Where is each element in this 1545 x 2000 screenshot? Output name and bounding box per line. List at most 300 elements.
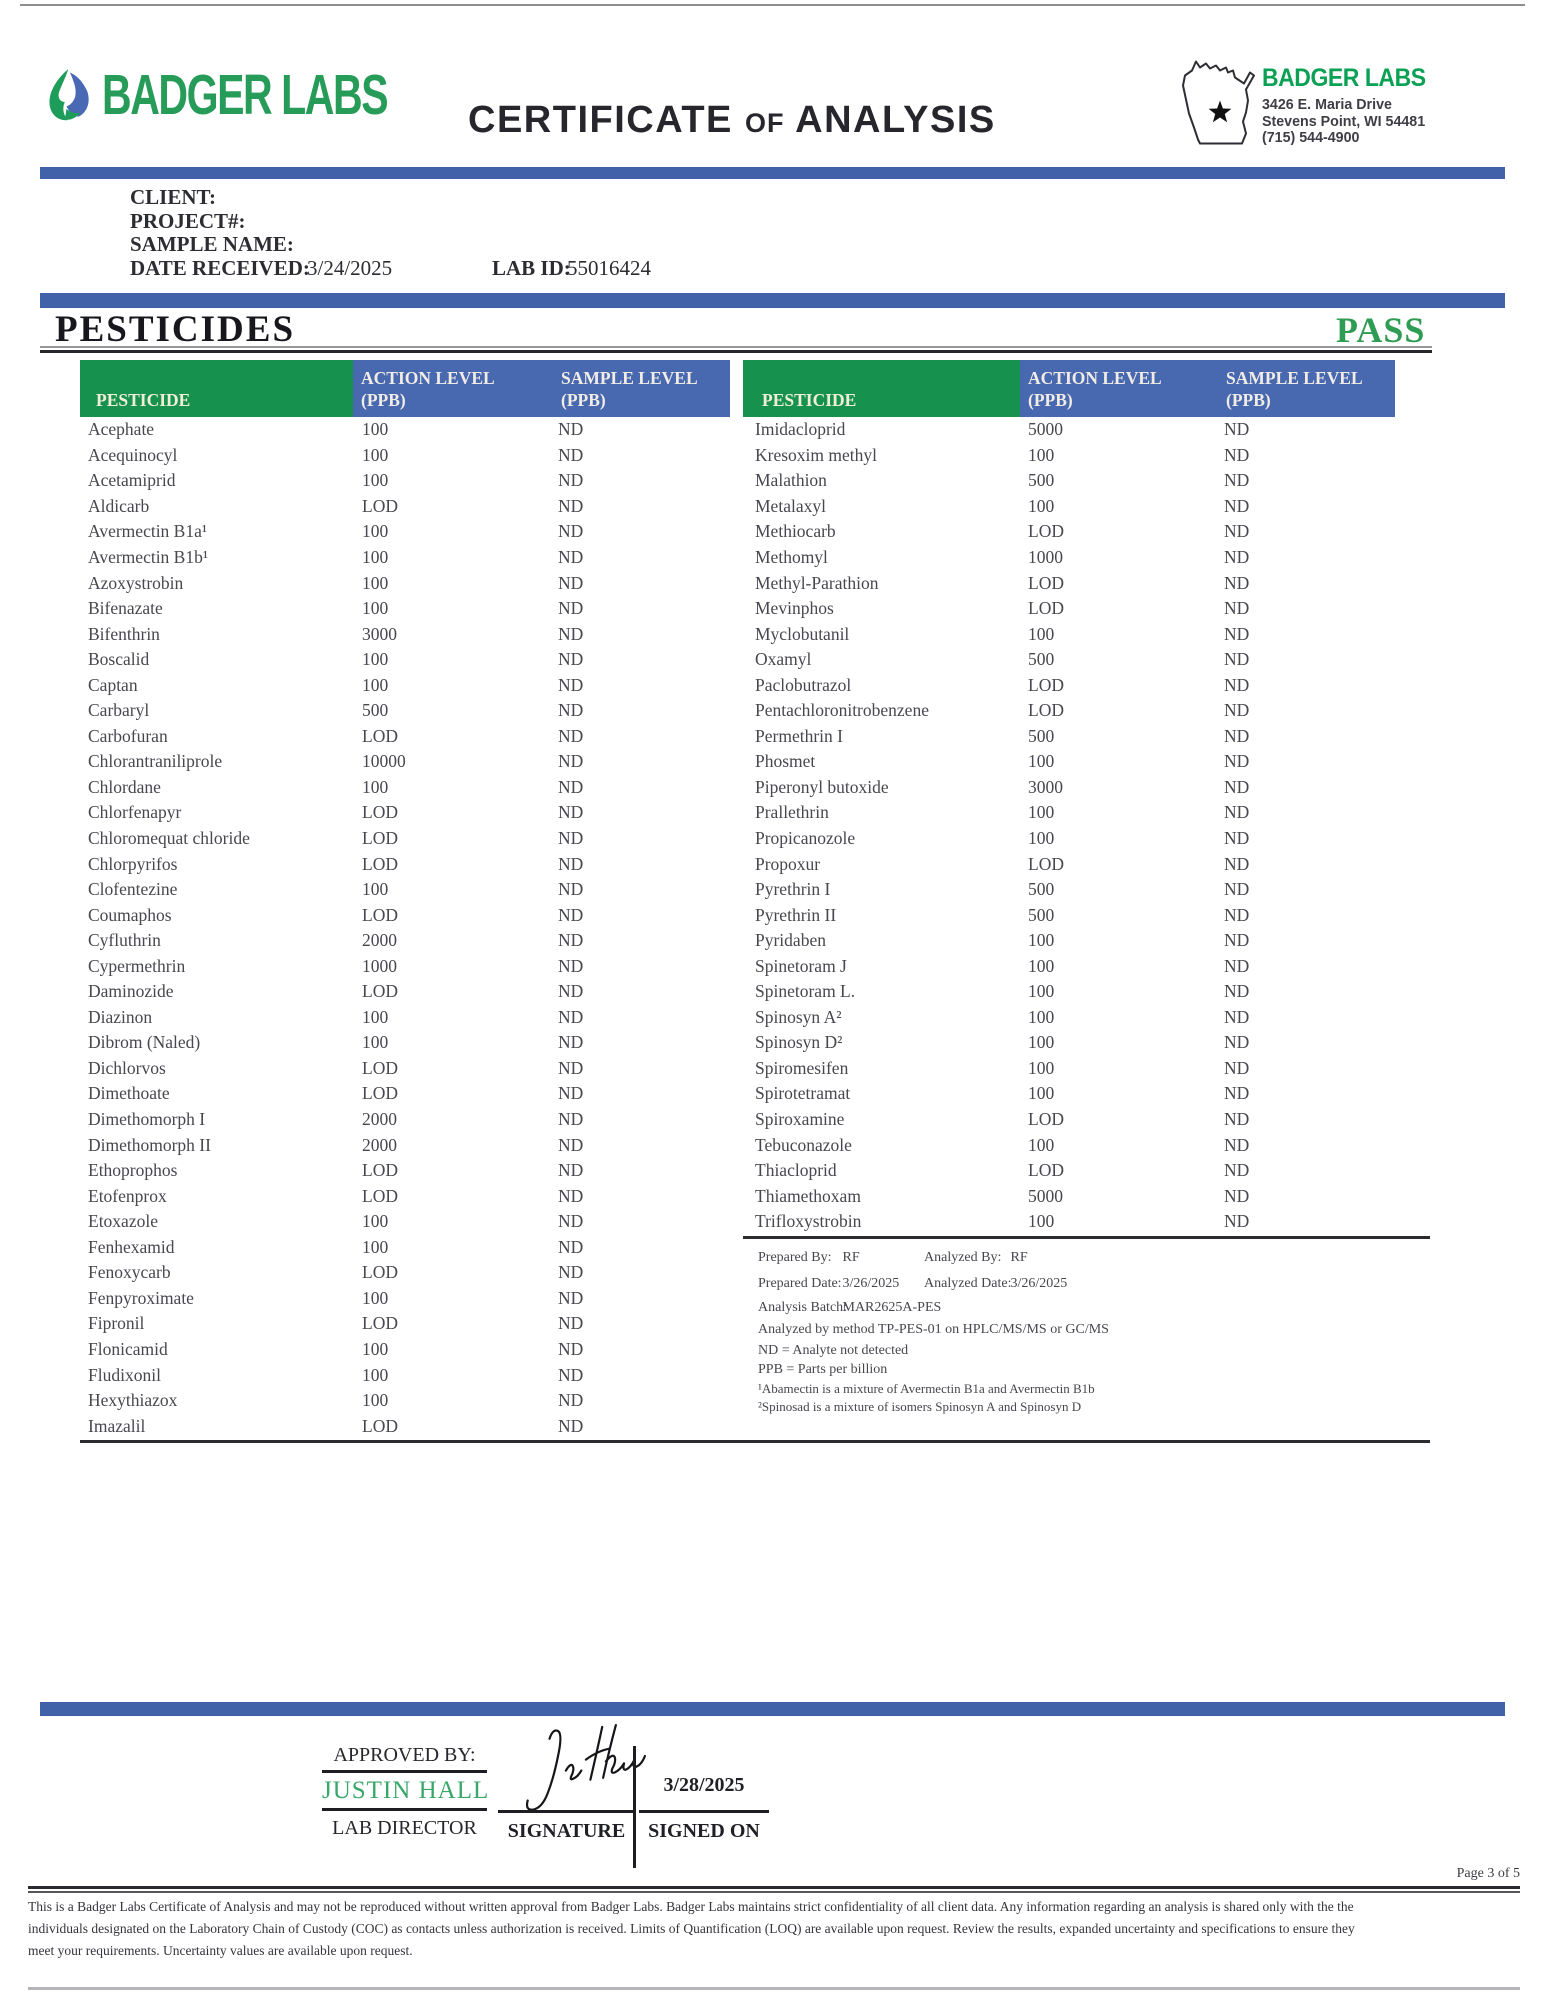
table-row [743, 775, 1395, 801]
table-row [80, 1005, 730, 1031]
pesticide-name: Clofentezine [88, 879, 178, 900]
pesticide-name: Permethrin I [755, 725, 843, 746]
action-level-value: 100 [362, 1211, 389, 1232]
pesticide-name: Tebuconazole [755, 1134, 852, 1155]
action-level-value: 100 [362, 1390, 389, 1411]
sample-level-value: ND [1224, 623, 1250, 644]
table-row [80, 1183, 730, 1209]
analyzed-by-value: RF [1010, 1250, 1028, 1265]
table-row [743, 851, 1395, 877]
disclaimer-text: This is a Badger Labs Certificate of Analysis and may not be reproduced without written approval from Badger Labs. Badger Labs maintains strict confidentiality of all client data. Any information regarding an analysis is shared only with the the individuals designated on the Laboratory Chain of Custody (COC) as contacts unless authorization is received. Limits of Quantification (LOQ) are available upon request. Review the results, expanded uncertainty and specifications to ensure they meet your requirements. Uncertainty values are available upon request. [28, 1899, 1355, 1958]
table-row [743, 724, 1395, 750]
table-row [743, 1107, 1395, 1133]
prepared-by-value: RF [842, 1250, 860, 1265]
sample-level-value: ND [558, 1185, 584, 1206]
action-level-value: LOD [362, 853, 398, 874]
footnote-spinosad: ²Spinosad is a mixture of isomers Spinosyn A and Spinosyn D [758, 1399, 1082, 1414]
sample-level-value: ND [558, 981, 584, 1002]
pesticide-name: Flonicamid [88, 1338, 168, 1359]
sample-level-value: ND [558, 1313, 584, 1334]
pesticide-name: Dichlorvos [88, 1057, 166, 1078]
action-level-value: LOD [1028, 521, 1064, 542]
table-row [80, 851, 730, 877]
pesticide-name: Kresoxim methyl [755, 444, 877, 465]
action-level-value: LOD [362, 1160, 398, 1181]
sample-level-value: ND [558, 521, 584, 542]
action-level-value: 100 [1028, 751, 1055, 772]
badger-labs-logo [44, 62, 498, 128]
sample-level-value: ND [1224, 444, 1250, 465]
lab-phone: (715) 544-4900 [1262, 129, 1360, 146]
sample-level-value: ND [1224, 470, 1250, 491]
sample-level-value: ND [558, 572, 584, 593]
pesticide-name: Chlorantraniliprole [88, 751, 223, 772]
pesticide-name: Acequinocyl [88, 444, 178, 465]
sample-level-value: ND [558, 853, 584, 874]
sample-level-value: ND [558, 725, 584, 746]
pesticide-name: Chlorpyrifos [88, 853, 178, 874]
table-row [80, 698, 730, 724]
pesticide-name: Acetamiprid [88, 470, 176, 491]
pesticide-name: Avermectin B1a¹ [88, 521, 208, 542]
sample-level-value: ND [1224, 547, 1250, 567]
signature-script [512, 1716, 687, 1816]
table-row [80, 1107, 730, 1133]
action-level-value: 100 [1028, 1057, 1055, 1078]
analysis-batch-value: MAR2625A-PES [842, 1300, 942, 1315]
action-level-value: 100 [362, 674, 389, 695]
pesticide-name: Propoxur [755, 853, 821, 874]
pesticide-name: Spinetoram J [755, 955, 847, 976]
table-row [743, 1209, 1395, 1235]
table-row [743, 1081, 1395, 1107]
sample-level-value: ND [558, 419, 584, 440]
pesticide-name: Chlordane [88, 776, 161, 797]
table-row [80, 800, 730, 826]
signature-line [498, 1810, 635, 1813]
column-header-pesticide: PESTICIDE [762, 390, 857, 410]
sample-level-value: ND [1224, 955, 1250, 976]
table-row [743, 570, 1395, 596]
action-level-value: 100 [1028, 981, 1055, 1002]
sample-level-value: ND [1224, 1109, 1250, 1130]
sample-level-value: ND [558, 1134, 584, 1155]
sample-level-value: ND [1224, 1160, 1250, 1181]
pesticide-name: Spinosyn D² [755, 1032, 843, 1053]
pesticide-name: Ethoprophos [88, 1160, 178, 1181]
action-level-value: LOD [362, 981, 398, 1002]
sample-level-value: ND [1224, 572, 1250, 593]
action-level-value: LOD [362, 1057, 398, 1078]
pesticide-name: Prallethrin [755, 802, 829, 823]
action-level-value: 100 [1028, 955, 1055, 976]
signed-date-line [639, 1810, 769, 1813]
pesticide-name: Hexythiazox [88, 1390, 178, 1411]
action-level-value: 100 [362, 649, 389, 670]
table-row [80, 826, 730, 852]
table-row [80, 979, 730, 1005]
sample-level-value: ND [1224, 1083, 1250, 1104]
pesticide-name: Mevinphos [755, 598, 834, 619]
approved-by-block [322, 1744, 490, 1840]
lab-name: BADGER LABS [1262, 64, 1426, 92]
sample-level-value: ND [1224, 1185, 1250, 1206]
table-row [80, 749, 730, 775]
table-row [743, 1005, 1395, 1031]
right-table-bottom-rule [743, 1236, 1430, 1239]
action-level-value: LOD [362, 802, 398, 823]
sample-level-value: ND [558, 649, 584, 670]
action-level-value: 100 [362, 419, 389, 440]
sample-level-value: ND [558, 1160, 584, 1181]
sample-level-value: ND [558, 1032, 584, 1053]
action-level-value: 100 [362, 776, 389, 797]
table-row [743, 417, 1395, 443]
sample-level-value: ND [1224, 1057, 1250, 1078]
pesticide-name: Thiacloprid [755, 1160, 837, 1181]
action-level-value: LOD [362, 1083, 398, 1104]
table-row [743, 468, 1395, 494]
prepared-date-value: 3/26/2025 [842, 1276, 900, 1291]
pesticide-name: Cypermethrin [88, 955, 186, 976]
pesticide-name: Daminozide [88, 981, 174, 1002]
action-level-value: 2000 [362, 930, 397, 951]
sample-level-value: ND [558, 1109, 584, 1130]
action-level-value: LOD [362, 1313, 398, 1334]
pesticide-name: Fenhexamid [88, 1236, 175, 1257]
pesticide-name: Etofenprox [88, 1185, 167, 1206]
pesticide-name: Chlorfenapyr [88, 802, 182, 823]
pesticide-name: Spinosyn A² [755, 1006, 842, 1027]
action-level-value: 5000 [1028, 1185, 1063, 1206]
sample-level-value: ND [558, 1287, 584, 1308]
sample-level-value: ND [1224, 674, 1250, 695]
action-level-value: 100 [362, 572, 389, 593]
action-level-value: 10000 [362, 751, 406, 772]
pesticide-name: Spiroxamine [755, 1109, 845, 1130]
table-row [80, 877, 730, 903]
pesticide-name: Carbaryl [88, 700, 150, 721]
column-header-sample-level: SAMPLE LEVEL (PPB) [561, 368, 698, 410]
table-row [80, 570, 730, 596]
lab-address-line1: 3426 E. Maria Drive [1262, 96, 1392, 113]
table-row [80, 519, 730, 545]
action-level-value: 500 [1028, 904, 1055, 925]
analyzed-date-value: 3/26/2025 [1010, 1276, 1068, 1291]
pesticide-name: Myclobutanil [755, 623, 850, 644]
pesticide-name: Imazalil [88, 1415, 146, 1436]
pesticide-name: Aldicarb [88, 495, 150, 516]
section-underline [40, 346, 1432, 353]
action-level-value: LOD [362, 495, 398, 516]
sample-level-value: ND [1224, 419, 1250, 440]
pesticide-name: Trifloxystrobin [755, 1211, 862, 1232]
approver-name: JUSTIN HALL [322, 1773, 487, 1811]
sample-level-value: ND [1224, 904, 1250, 925]
action-level-value: 3000 [362, 623, 397, 644]
sample-level-value: ND [558, 955, 584, 976]
table-row [80, 417, 730, 443]
action-level-value: 100 [362, 1338, 389, 1359]
action-level-value: 5000 [1028, 419, 1063, 440]
action-level-value: 100 [1028, 1083, 1055, 1104]
pesticide-name: Imidacloprid [755, 419, 846, 440]
action-level-value: LOD [1028, 853, 1064, 874]
sample-level-value: ND [558, 1083, 584, 1104]
sample-level-value: ND [558, 674, 584, 695]
divider-bar-section [40, 293, 1505, 308]
action-level-value: 100 [362, 598, 389, 619]
action-level-value: LOD [362, 828, 398, 849]
action-level-value: 3000 [1028, 776, 1063, 797]
action-level-value: 100 [362, 1287, 389, 1308]
table-row [80, 1337, 730, 1363]
table-row [743, 953, 1395, 979]
pesticide-name: Dimethoate [88, 1083, 170, 1104]
sample-level-value: ND [1224, 725, 1250, 746]
action-level-value: LOD [1028, 572, 1064, 593]
table-row [743, 545, 1395, 571]
action-level-value: 2000 [362, 1109, 397, 1130]
sample-level-value: ND [558, 547, 584, 567]
action-level-value: LOD [1028, 1109, 1064, 1130]
table-row [80, 443, 730, 469]
pesticide-name: Propicanozole [755, 828, 856, 849]
page-top-rule [20, 4, 1525, 6]
action-level-value: 100 [1028, 1006, 1055, 1027]
action-level-value: 100 [362, 547, 389, 567]
action-level-value: 500 [1028, 879, 1055, 900]
pesticide-name: Bifenthrin [88, 623, 160, 644]
action-level-value: 2000 [362, 1134, 397, 1155]
sample-level-value: ND [1224, 828, 1250, 849]
table-row [80, 647, 730, 673]
table-row [743, 443, 1395, 469]
table-row [80, 902, 730, 928]
sample-level-value: ND [1224, 1006, 1250, 1027]
table-row [743, 494, 1395, 520]
prepared-analyzed-date-row: Prepared Date: 3/26/2025 Analyzed Date: 3/26/2025 [758, 1276, 1068, 1291]
page-number: Page 3 of 5 [1456, 1866, 1520, 1881]
pesticide-name: Azoxystrobin [88, 572, 184, 593]
pesticide-name: Malathion [755, 470, 827, 491]
sample-level-value: ND [558, 776, 584, 797]
sample-level-value: ND [1224, 495, 1250, 516]
table-row [743, 596, 1395, 622]
table-row [80, 928, 730, 954]
sample-level-value: ND [558, 623, 584, 644]
action-level-value: 100 [362, 444, 389, 465]
table-row [80, 1056, 730, 1082]
signed-date: 3/28/2025 [663, 1774, 745, 1796]
column-header-sample-level: SAMPLE LEVEL (PPB) [1226, 368, 1363, 410]
action-level-value: 100 [1028, 495, 1055, 516]
table-row [80, 1260, 730, 1286]
column-header-action-level: ACTION LEVEL (PPB) [361, 368, 495, 410]
table-bottom-rule [80, 1440, 1430, 1443]
pesticide-name: Cyfluthrin [88, 930, 161, 951]
table-row [80, 1235, 730, 1261]
client-row: CLIENT: [130, 185, 216, 209]
sample-level-value: ND [1224, 649, 1250, 670]
date-received-label: DATE RECEIVED: [130, 255, 310, 280]
sample-level-value: ND [558, 1364, 584, 1385]
sample-level-value: ND [1224, 751, 1250, 772]
sample-level-value: ND [558, 1006, 584, 1027]
pesticide-name: Captan [88, 674, 138, 695]
sample-level-value: ND [558, 1415, 584, 1436]
action-level-value: 100 [1028, 930, 1055, 951]
pesticide-name: Metalaxyl [755, 495, 826, 516]
action-level-value: 500 [1028, 649, 1055, 670]
pesticide-name: Piperonyl butoxide [755, 776, 889, 797]
table-row [80, 775, 730, 801]
action-level-value: LOD [362, 725, 398, 746]
page-bottom-rule [28, 1987, 1520, 1990]
pesticide-name: Pyrethrin II [755, 904, 837, 925]
table-row [80, 1081, 730, 1107]
status-badge: PASS [1336, 310, 1426, 350]
table-row [743, 826, 1395, 852]
table-rows-left [80, 417, 730, 1439]
table-row [80, 1362, 730, 1388]
pesticide-name: Coumaphos [88, 904, 172, 925]
lab-id-value: 55016424 [567, 255, 651, 280]
project-row: PROJECT#: [130, 208, 246, 233]
pesticide-name: Fenoxycarb [88, 1262, 171, 1283]
action-level-value: 500 [1028, 725, 1055, 746]
action-level-value: 100 [1028, 828, 1055, 849]
action-level-value: 100 [1028, 1032, 1055, 1053]
sample-level-value: ND [558, 802, 584, 823]
action-level-value: 500 [362, 700, 389, 721]
table-row [80, 1286, 730, 1312]
table-row [743, 1158, 1395, 1184]
sample-level-value: ND [558, 444, 584, 465]
table-row [80, 1413, 730, 1439]
action-level-value: 100 [362, 879, 389, 900]
pesticide-name: Boscalid [88, 649, 150, 670]
sample-level-value: ND [558, 1236, 584, 1257]
signed-on-label: SIGNED ON [648, 1820, 760, 1842]
sample-level-value: ND [1224, 1134, 1250, 1155]
table-row [743, 800, 1395, 826]
action-level-value: 1000 [362, 955, 397, 976]
table-row [743, 877, 1395, 903]
action-level-value: 100 [362, 1032, 389, 1053]
pesticide-name: Chloromequat chloride [88, 828, 250, 849]
action-level-value: LOD [362, 1185, 398, 1206]
footer-rule [28, 1886, 1520, 1893]
action-level-value: LOD [362, 1262, 398, 1283]
table-row [743, 979, 1395, 1005]
pesticide-name: Thiamethoxam [755, 1185, 861, 1206]
table-row [743, 672, 1395, 698]
pesticide-name: Pyridaben [755, 930, 826, 951]
ppb-note: PPB = Parts per billion [758, 1362, 888, 1377]
sample-level-value: ND [558, 930, 584, 951]
signature-label: SIGNATURE [507, 1820, 626, 1842]
action-level-value: 100 [362, 521, 389, 542]
lab-address-block [1262, 64, 1440, 147]
pesticide-name: Paclobutrazol [755, 674, 852, 695]
table-row [743, 1132, 1395, 1158]
pesticide-name: Methyl-Parathion [755, 572, 879, 593]
table-row [80, 545, 730, 571]
table-row [80, 596, 730, 622]
sample-level-value: ND [558, 1338, 584, 1359]
footnote-abamectin: ¹Abamectin is a mixture of Avermectin B1a and Avermectin B1b [758, 1381, 1095, 1396]
sample-level-value: ND [1224, 930, 1250, 951]
table-row [743, 519, 1395, 545]
approved-by-label: APPROVED BY: [322, 1744, 487, 1773]
approval-divider [633, 1746, 636, 1868]
sample-level-value: ND [1224, 521, 1250, 542]
table-row [743, 1056, 1395, 1082]
column-header-action-level: ACTION LEVEL (PPB) [1028, 368, 1162, 410]
pesticide-name: Fludixonil [88, 1364, 161, 1385]
pesticide-name: Spirotetramat [755, 1083, 851, 1104]
lab-address-line2: Stevens Point, WI 54481 [1262, 112, 1426, 130]
sample-level-value: ND [558, 700, 584, 721]
pesticide-name: Avermectin B1b¹ [88, 547, 209, 567]
table-row [743, 1183, 1395, 1209]
sample-level-value: ND [1224, 700, 1250, 721]
pesticide-name: Fenpyroximate [88, 1287, 194, 1308]
action-level-value: LOD [1028, 700, 1064, 721]
sample-level-value: ND [558, 1057, 584, 1078]
sample-level-value: ND [558, 879, 584, 900]
nd-note: ND = Analyte not detected [758, 1343, 909, 1358]
action-level-value: LOD [1028, 598, 1064, 619]
action-level-value: LOD [362, 904, 398, 925]
table-row [80, 1132, 730, 1158]
action-level-value: 100 [362, 1236, 389, 1257]
pesticide-name: Dimethomorph I [88, 1109, 206, 1130]
table-row [743, 928, 1395, 954]
action-level-value: 100 [1028, 1211, 1055, 1232]
table-rows-right [743, 417, 1395, 1235]
action-level-value: LOD [362, 1415, 398, 1436]
sample-level-value: ND [558, 828, 584, 849]
approver-title: LAB DIRECTOR [332, 1817, 477, 1839]
date-received-value: 3/24/2025 [307, 255, 393, 280]
logo-wordmark: BADGER LABS [102, 62, 388, 127]
sample-info-block [130, 185, 651, 280]
action-level-value: 100 [362, 1006, 389, 1027]
sample-level-value: ND [558, 495, 584, 516]
pesticide-name: Diazinon [88, 1006, 153, 1027]
sample-level-value: ND [558, 1262, 584, 1283]
pesticide-name: Methiocarb [755, 521, 836, 542]
table-row [743, 749, 1395, 775]
action-level-value: 100 [362, 470, 389, 491]
lab-id-label: LAB ID: [492, 255, 571, 280]
sample-level-value: ND [1224, 802, 1250, 823]
sample-name-row: SAMPLE NAME: [130, 232, 294, 257]
prepared-analyzed-by-row: Prepared By: RF Analyzed By: RF [758, 1250, 1028, 1265]
column-header-pesticide: PESTICIDE [96, 390, 191, 410]
pesticide-name: Carbofuran [88, 725, 168, 746]
table-row [80, 724, 730, 750]
table-row [743, 621, 1395, 647]
table-row [80, 494, 730, 520]
sample-level-value: ND [558, 1211, 584, 1232]
pesticide-name: Oxamyl [755, 649, 812, 670]
leaf-logo-icon [44, 62, 96, 128]
table-row [80, 1388, 730, 1414]
sample-level-value: ND [1224, 853, 1250, 874]
